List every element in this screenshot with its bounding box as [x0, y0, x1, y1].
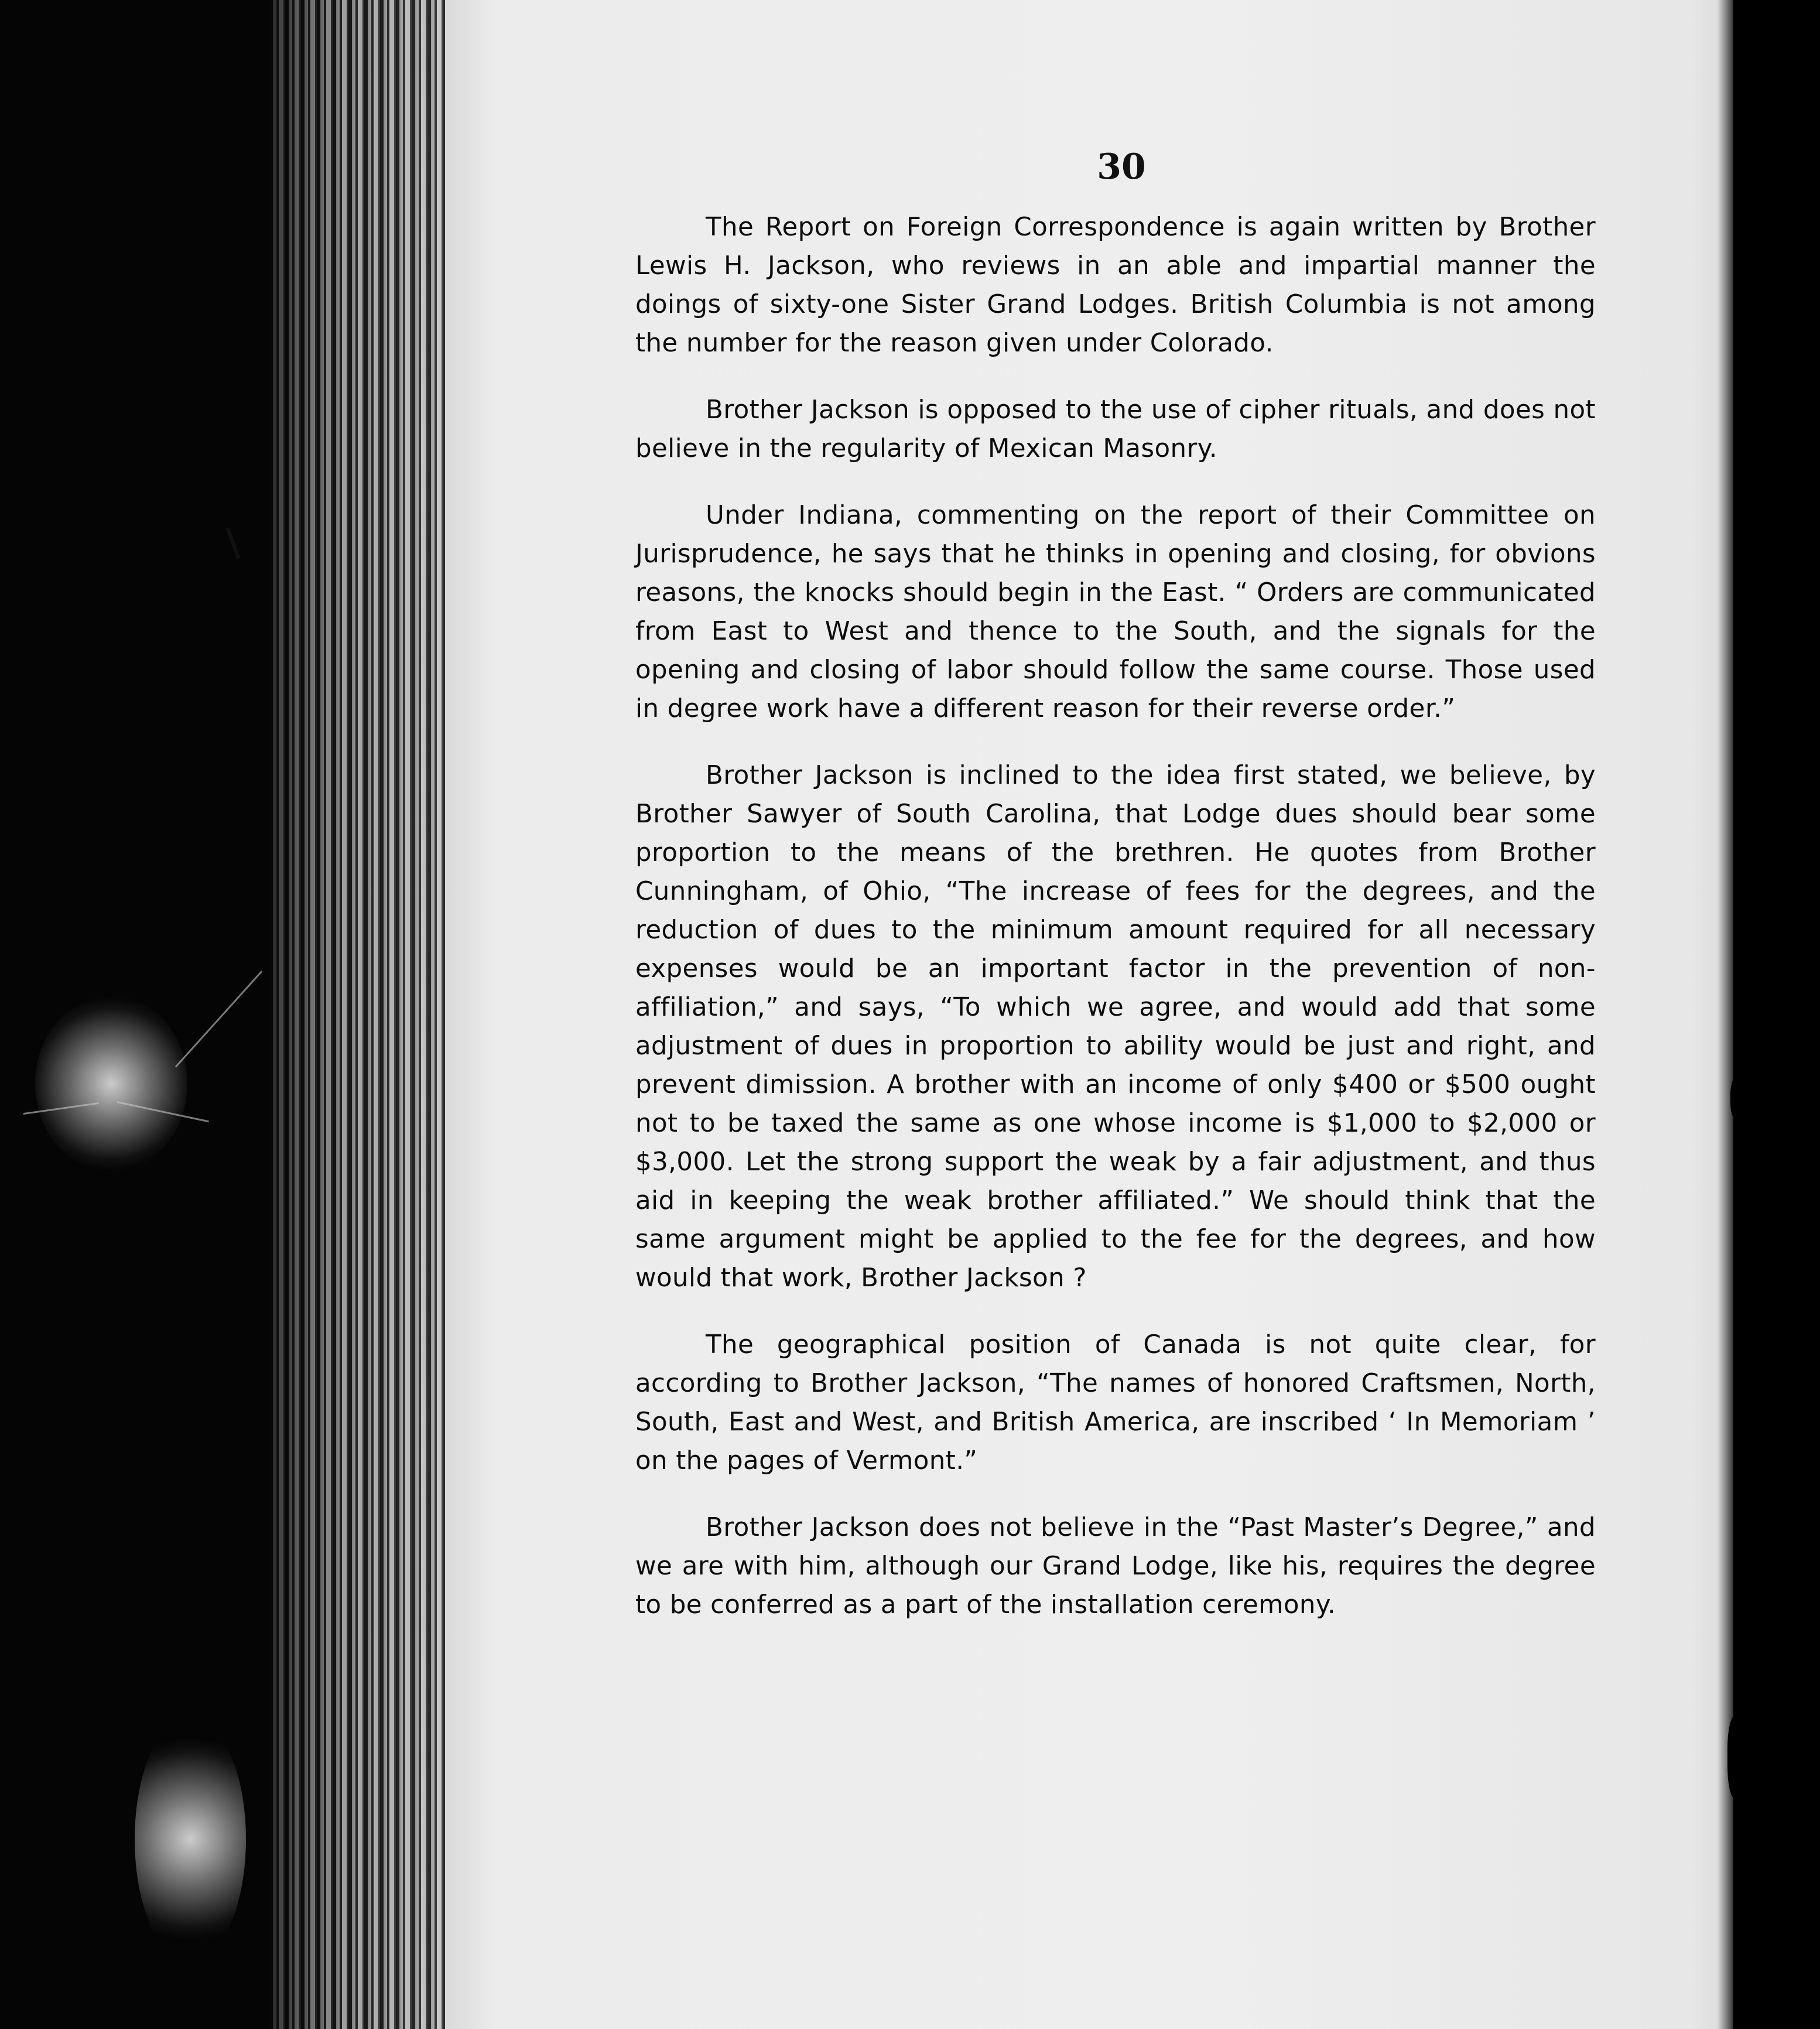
debris-clump-lower	[135, 1716, 246, 1962]
page-margin-mark	[1730, 1078, 1743, 1119]
page-margin-mark	[1727, 1716, 1745, 1798]
debris-clump-upper	[35, 996, 187, 1171]
paragraph-canada-position: The geographical position of Canada is not quite clear, for according to Brother Jackson, “The names of honored Craftsmen, North, South, East and West, and British America, are inscribed ‘ In Memoriam ’ on the pages of Vermont.”	[635, 1330, 1596, 1475]
page-body-text	[635, 208, 1596, 1652]
paragraph-foreign-correspondence: The Report on Foreign Correspondence is again written by Brother Lewis H. Jackson, who reviews in an able and impartial manner the doings of sixty-one Sister Grand Lodges. British Columbia is not among the number for the reason given under Colorado.	[635, 213, 1596, 358]
paragraph-past-master-degree: Brother Jackson does not believe in the “Past Master’s Degree,” and we are with him, although our Grand Lodge, like his, requires the degree to be conferred as a part of the installation ceremony.	[635, 1513, 1596, 1620]
page-number: 30	[1097, 146, 1146, 187]
book-page-edges-shadow	[269, 0, 463, 2029]
paragraph-cipher-rituals: Brother Jackson is opposed to the use of cipher rituals, and does not believe in the regularity of Mexican Masonry.	[635, 395, 1596, 463]
right-dark-border	[1733, 0, 1820, 2029]
paragraph-lodge-dues: Brother Jackson is inclined to the idea first stated, we believe, by Brother Sawyer of South Carolina, that Lodge dues should bear some proportion to the means of the brethren. He quotes from Brother Cunningham, of Ohio, “The increase of fees for the degrees, and the reduction of dues to the minimum amount required for all necessary expenses would be an important factor in the prevention of non-affiliation,” and says, “To which we agree, and would add that some adjustment of dues in proportion to ability would be just and right, and prevent dimission. A brother with an income of only $400 or $500 ought not to be taxed the same as one whose income is $1,000 to $2,000 or $3,000. Let the strong support the weak by a fair adjustment, and thus aid in keeping the weak brother affiliated.” We should think that the same argument might be applied to the fee for the degrees, and how would that work, Brother Jackson ?	[635, 761, 1596, 1293]
paragraph-indiana-knocks: Under Indiana, commenting on the report of their Committee on Jurisprudence, he says that he thinks in opening and closing, for obvions reasons, the knocks should begin in the East. “ Orders are communicated from East to West and thence to the South, and the signals for the opening and closing of labor should follow the same course. Those used in degree work have a different reason for their reverse order.”	[635, 501, 1596, 723]
